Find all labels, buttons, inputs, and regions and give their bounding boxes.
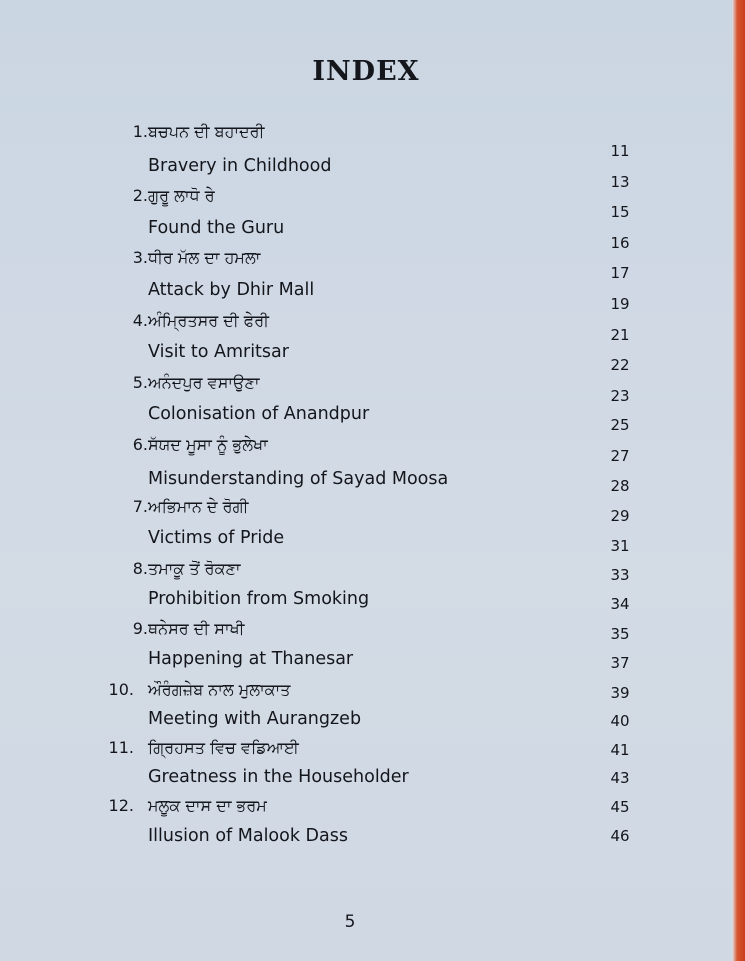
- page-number: 40: [610, 712, 630, 730]
- page-number: 45: [610, 798, 630, 816]
- entry-title-english: Greatness in the Householder: [148, 767, 409, 787]
- entry-title-punjabi: ਬਚਪਨ ਦੀ ਬਹਾਦਰੀ: [148, 122, 265, 141]
- entry-title-english: Prohibition from Smoking: [148, 589, 370, 609]
- entry-number: 1.: [132, 122, 148, 141]
- page-number: 15: [610, 203, 630, 221]
- entry-number: 3.: [132, 248, 148, 267]
- entry-title-english: Found the Guru: [148, 218, 285, 238]
- entry-number: 5.: [132, 373, 148, 392]
- page-number: 31: [610, 537, 630, 555]
- entry-number: 8.: [132, 559, 148, 578]
- page-number: 37: [610, 654, 630, 672]
- page-number: 39: [610, 684, 630, 702]
- entry-title-punjabi: ਸੱਯਦ ਮੂਸਾ ਨੂੰ ਭੁਲੇਖਾ: [148, 435, 268, 454]
- entry-number: 12.: [108, 796, 134, 815]
- entry-number: 9.: [132, 619, 148, 638]
- entry-number: 11.: [108, 738, 134, 757]
- page-number: 35: [610, 625, 630, 643]
- page-number: 33: [610, 566, 630, 584]
- entry-title-english: Visit to Amritsar: [148, 342, 289, 362]
- entry-title-punjabi: ਥਨੇਸਰ ਦੀ ਸਾਖੀ: [148, 619, 245, 638]
- entry-title-english: Bravery in Childhood: [148, 156, 332, 176]
- entry-title-punjabi: ਅਨੰਦਪੁਰ ਵਸਾਉਣਾ: [148, 373, 260, 392]
- entry-title-english: Misunderstanding of Sayad Moosa: [148, 469, 449, 489]
- page-number: 34: [610, 595, 630, 613]
- entry-title-english: Attack by Dhir Mall: [148, 280, 315, 300]
- entry-title-punjabi: ਔਰੰਗਜ਼ੇਬ ਨਾਲ ਮੁਲਾਕਾਤ: [148, 680, 291, 699]
- entry-number: 2.: [132, 186, 148, 205]
- entry-title-punjabi: ਗੁਰੂ ਲਾਧੋ ਰੇ: [148, 186, 215, 205]
- entry-title-english: Happening at Thanesar: [148, 649, 354, 669]
- entry-title-punjabi: ਅੰਮ੍ਰਿਤਸਰ ਦੀ ਫੇਰੀ: [148, 311, 269, 330]
- index-title: INDEX: [312, 56, 420, 87]
- entry-title-punjabi: ਮਲੂਕ ਦਾਸ ਦਾ ਭਰਮ: [148, 796, 267, 815]
- page-number: 25: [610, 416, 630, 434]
- entry-title-english: Meeting with Aurangzeb: [148, 709, 362, 729]
- page-number: 19: [610, 295, 630, 313]
- page-number: 22: [610, 356, 630, 374]
- entry-number: 7.: [132, 497, 148, 516]
- entry-number: 10.: [108, 680, 134, 699]
- page-number: 43: [610, 769, 630, 787]
- page-number: 23: [610, 387, 630, 405]
- entry-title-english: Victims of Pride: [148, 528, 285, 548]
- entry-title-punjabi: ਗ੍ਰਿਹਸਤ ਵਿਚ ਵਡਿਆਈ: [148, 738, 299, 757]
- page-number: 11: [610, 142, 630, 160]
- page-number: 29: [610, 507, 630, 525]
- entry-title-punjabi: ਅਭਿਮਾਨ ਦੇ ਰੋਗੀ: [148, 497, 249, 516]
- page-number: 41: [610, 741, 630, 759]
- page-number: 27: [610, 447, 630, 465]
- entry-title-english: Colonisation of Anandpur: [148, 404, 370, 424]
- entry-title-english: Illusion of Malook Dass: [148, 826, 348, 846]
- entry-number: 6.: [132, 435, 148, 454]
- entry-number: 4.: [132, 311, 148, 330]
- book-cover-edge: [732, 0, 745, 961]
- entry-title-punjabi: ਤਮਾਕੂ ਤੋਂ ਰੋਕਣਾ: [148, 559, 241, 578]
- page-number: 16: [610, 234, 630, 252]
- page-number: 13: [610, 173, 630, 191]
- folio-page-number: 5: [344, 912, 356, 932]
- page-number: 17: [610, 264, 630, 282]
- entry-title-punjabi: ਧੀਰ ਮੱਲ ਦਾ ਹਮਲਾ: [148, 248, 261, 267]
- page-number: 21: [610, 326, 630, 344]
- page-number: 46: [610, 827, 630, 845]
- page-number: 28: [610, 477, 630, 495]
